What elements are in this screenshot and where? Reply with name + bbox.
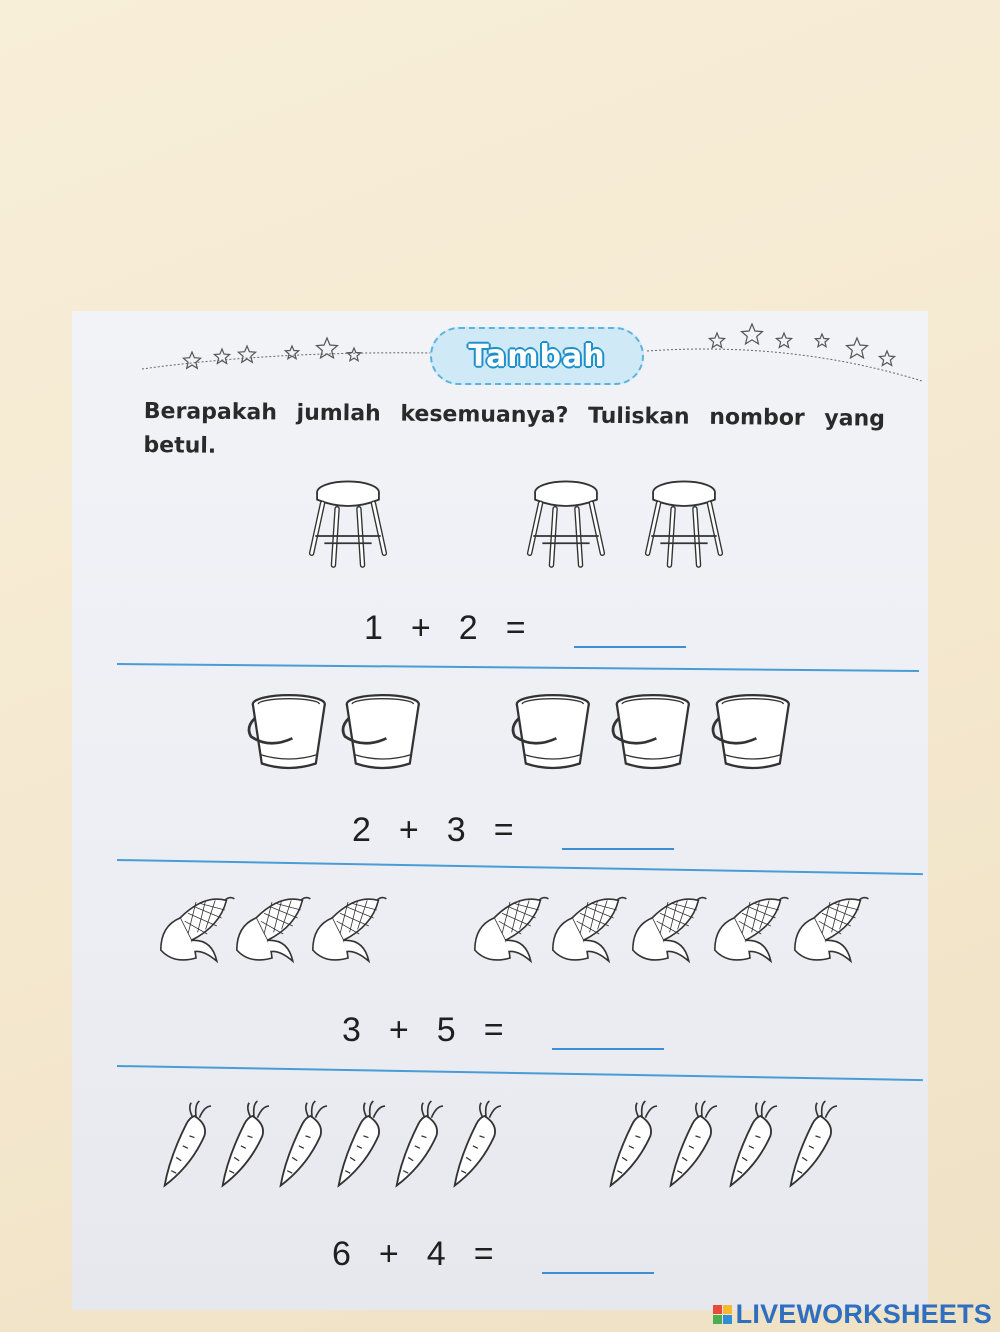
star-icon	[347, 348, 360, 361]
star-icon	[709, 333, 724, 348]
title-badge	[430, 327, 644, 385]
carrot-icon	[604, 1095, 662, 1195]
corn-icon	[710, 891, 790, 969]
corn-icon	[156, 891, 236, 969]
corn-icon	[628, 891, 708, 969]
operand-a: 6	[332, 1235, 351, 1273]
carrot-icon	[274, 1095, 332, 1195]
stool-icon	[302, 476, 394, 576]
star-icon	[847, 338, 868, 358]
row-divider	[117, 1065, 923, 1081]
star-icon	[879, 351, 894, 366]
corn-icon	[790, 891, 870, 969]
stool-icon	[638, 476, 730, 576]
carrot-icon	[390, 1095, 448, 1195]
operand-b: 4	[426, 1235, 446, 1273]
carrot-icon	[332, 1095, 390, 1195]
liveworksheets-logo-icon	[713, 1305, 732, 1324]
star-icon	[238, 346, 255, 362]
instruction-text: Berapakah jumlah kesemuanya? Tuliskan nombor yang betul.	[143, 398, 886, 459]
answer-blank[interactable]	[542, 1242, 654, 1274]
answer-blank[interactable]	[552, 1018, 664, 1050]
operand-b: 5	[436, 1011, 456, 1049]
operand-a: 3	[342, 1011, 361, 1049]
bucket-icon	[336, 691, 426, 773]
corn-icon	[548, 891, 628, 969]
plus-sign: +	[410, 609, 431, 647]
row-divider	[117, 859, 923, 875]
equals-sign: =	[493, 811, 514, 849]
carrot-icon	[158, 1095, 216, 1195]
star-icon	[317, 338, 338, 358]
star-icon	[214, 349, 229, 364]
bucket-icon	[606, 691, 696, 773]
equation	[352, 811, 674, 850]
carrot-icon	[216, 1095, 274, 1195]
operand-b: 2	[458, 609, 478, 647]
equals-sign: =	[483, 1011, 504, 1049]
star-icon	[285, 346, 298, 359]
logo-text: LIVEWORKSHEETS	[735, 1299, 992, 1329]
equals-sign: =	[505, 609, 526, 647]
plus-sign: +	[388, 1011, 409, 1049]
operand-a: 2	[352, 811, 371, 849]
answer-blank[interactable]	[562, 818, 674, 850]
operand-a: 1	[364, 609, 383, 647]
star-icon	[742, 324, 763, 344]
plus-sign: +	[398, 811, 419, 849]
carrot-icon	[664, 1095, 722, 1195]
row-divider	[117, 663, 919, 672]
bucket-icon	[506, 691, 596, 773]
answer-blank[interactable]	[574, 616, 686, 648]
operand-b: 3	[446, 811, 466, 849]
equation	[342, 1011, 664, 1050]
star-icon	[776, 333, 791, 348]
bucket-icon	[242, 691, 332, 773]
corn-icon	[232, 891, 312, 969]
equation	[332, 1235, 654, 1274]
star-icon	[815, 334, 828, 347]
worksheet-title: Tambah	[468, 338, 606, 374]
carrot-icon	[784, 1095, 842, 1195]
stool-icon	[520, 476, 612, 576]
plus-sign: +	[378, 1235, 399, 1273]
bucket-icon	[706, 691, 796, 773]
star-icon	[183, 352, 200, 368]
equation	[364, 609, 686, 648]
equals-sign: =	[473, 1235, 494, 1273]
worksheet-page	[72, 311, 928, 1310]
liveworksheets-logo	[713, 1299, 992, 1330]
carrot-icon	[724, 1095, 782, 1195]
corn-icon	[308, 891, 388, 969]
corn-icon	[470, 891, 550, 969]
carrot-icon	[448, 1095, 506, 1195]
